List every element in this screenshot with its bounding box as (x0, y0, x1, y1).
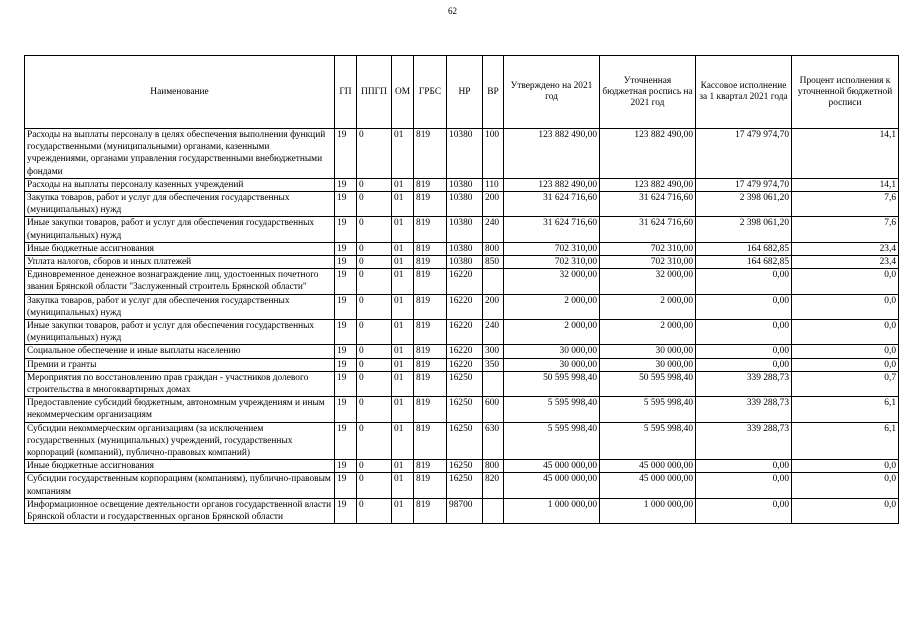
cell-ppgp: 0 (357, 320, 392, 345)
cell-revised: 31 624 716,60 (600, 192, 696, 217)
cell-grbs: 819 (414, 269, 447, 294)
cell-grbs: 819 (414, 371, 447, 396)
cell-cash: 339 288,73 (696, 422, 792, 460)
cell-gp: 19 (335, 397, 357, 422)
table-row (25, 473, 899, 498)
cell-vr: 200 (483, 294, 504, 319)
cell-gp: 19 (335, 345, 357, 358)
budget-execution-table (24, 55, 899, 524)
cell-om: 01 (392, 217, 414, 242)
cell-grbs: 819 (414, 498, 447, 523)
cell-cash: 0,00 (696, 473, 792, 498)
table-header (25, 56, 899, 129)
header-grbs: ГРБС (414, 56, 447, 129)
cell-approved: 1 000 000,00 (504, 498, 600, 523)
cell-approved: 31 624 716,60 (504, 192, 600, 217)
cell-revised: 30 000,00 (600, 358, 696, 371)
table-row (25, 358, 899, 371)
cell-ppgp: 0 (357, 422, 392, 460)
cell-percent: 7,6 (792, 217, 899, 242)
cell-gp: 19 (335, 358, 357, 371)
cell-cash: 0,00 (696, 358, 792, 371)
cell-name: Расходы на выплаты персоналу в целях обеспечения выполнения функций государственными (муниципальными) органами, казенными учреждениями, органами управления государственными внебюджетными фондами (25, 129, 335, 179)
cell-name: Закупка товаров, работ и услуг для обеспечения государственных (муниципальных) нужд (25, 294, 335, 319)
cell-vr: 110 (483, 178, 504, 191)
cell-name: Мероприятия по восстановлению прав граждан - участников долевого строительства в многоквартирных домах (25, 371, 335, 396)
cell-percent: 0,0 (792, 345, 899, 358)
cell-vr (483, 371, 504, 396)
cell-om: 01 (392, 498, 414, 523)
cell-gp: 19 (335, 256, 357, 269)
cell-ppgp: 0 (357, 217, 392, 242)
cell-cash: 17 479 974,70 (696, 178, 792, 191)
cell-name: Информационное освещение деятельности органов государственной власти Брянской области и государственных органов Брянской области (25, 498, 335, 523)
cell-vr (483, 498, 504, 523)
header-vr: ВР (483, 56, 504, 129)
cell-nr: 10380 (447, 192, 483, 217)
table-row (25, 129, 899, 179)
cell-nr: 16250 (447, 371, 483, 396)
cell-ppgp: 0 (357, 460, 392, 473)
cell-percent: 14,1 (792, 178, 899, 191)
cell-revised: 31 624 716,60 (600, 217, 696, 242)
cell-ppgp: 0 (357, 473, 392, 498)
cell-ppgp: 0 (357, 397, 392, 422)
header-percent: Процент исполнения к уточненной бюджетной росписи (792, 56, 899, 129)
cell-approved: 45 000 000,00 (504, 460, 600, 473)
cell-gp: 19 (335, 242, 357, 255)
cell-vr (483, 269, 504, 294)
cell-ppgp: 0 (357, 129, 392, 179)
cell-vr: 800 (483, 460, 504, 473)
cell-ppgp: 0 (357, 371, 392, 396)
table-row (25, 256, 899, 269)
cell-nr: 10380 (447, 178, 483, 191)
table-row (25, 460, 899, 473)
table-row (25, 320, 899, 345)
header-ppgp: ППГП (357, 56, 392, 129)
cell-ppgp: 0 (357, 192, 392, 217)
cell-nr: 16250 (447, 460, 483, 473)
cell-cash: 339 288,73 (696, 397, 792, 422)
cell-nr: 16220 (447, 294, 483, 319)
cell-percent: 0,0 (792, 269, 899, 294)
cell-name: Субсидии государственным корпорациям (компаниям), публично-правовым компаниям (25, 473, 335, 498)
cell-vr: 100 (483, 129, 504, 179)
cell-nr: 10380 (447, 256, 483, 269)
cell-revised: 5 595 998,40 (600, 397, 696, 422)
cell-om: 01 (392, 242, 414, 255)
cell-name: Единовременное денежное вознаграждение лиц, удостоенных почетного звания Брянской области "Заслуженный строитель Брянской области" (25, 269, 335, 294)
cell-name: Субсидии некоммерческим организациям (за исключением государственных (муниципальных) учреждений, государственных корпораций (компаний), публично-правовых компаний) (25, 422, 335, 460)
cell-gp: 19 (335, 498, 357, 523)
cell-om: 01 (392, 460, 414, 473)
cell-om: 01 (392, 473, 414, 498)
cell-nr: 10380 (447, 129, 483, 179)
cell-percent: 23,4 (792, 242, 899, 255)
cell-grbs: 819 (414, 178, 447, 191)
header-cash: Кассовое исполнение за 1 квартал 2021 года (696, 56, 792, 129)
cell-ppgp: 0 (357, 269, 392, 294)
table-row (25, 192, 899, 217)
cell-grbs: 819 (414, 294, 447, 319)
cell-approved: 5 595 998,40 (504, 397, 600, 422)
cell-nr: 98700 (447, 498, 483, 523)
cell-revised: 32 000,00 (600, 269, 696, 294)
cell-grbs: 819 (414, 217, 447, 242)
cell-nr: 16220 (447, 320, 483, 345)
table-row (25, 498, 899, 523)
cell-gp: 19 (335, 178, 357, 191)
cell-percent: 0,0 (792, 294, 899, 319)
cell-cash: 0,00 (696, 294, 792, 319)
cell-ppgp: 0 (357, 256, 392, 269)
page-number: 62 (448, 6, 457, 16)
table-row (25, 422, 899, 460)
cell-grbs: 819 (414, 460, 447, 473)
cell-revised: 45 000 000,00 (600, 460, 696, 473)
header-approved: Утверждено на 2021 год (504, 56, 600, 129)
cell-percent: 0,0 (792, 473, 899, 498)
cell-percent: 6,1 (792, 422, 899, 460)
cell-grbs: 819 (414, 242, 447, 255)
cell-vr: 200 (483, 192, 504, 217)
cell-name: Расходы на выплаты персоналу казенных учреждений (25, 178, 335, 191)
cell-percent: 14,1 (792, 129, 899, 179)
cell-om: 01 (392, 256, 414, 269)
cell-om: 01 (392, 269, 414, 294)
cell-cash: 0,00 (696, 460, 792, 473)
cell-approved: 702 310,00 (504, 256, 600, 269)
cell-name: Иные закупки товаров, работ и услуг для обеспечения государственных (муниципальных) нужд (25, 217, 335, 242)
cell-cash: 339 288,73 (696, 371, 792, 396)
cell-vr: 630 (483, 422, 504, 460)
cell-nr: 16220 (447, 345, 483, 358)
cell-approved: 32 000,00 (504, 269, 600, 294)
table-row (25, 345, 899, 358)
cell-om: 01 (392, 129, 414, 179)
cell-revised: 702 310,00 (600, 256, 696, 269)
cell-name: Уплата налогов, сборов и иных платежей (25, 256, 335, 269)
header-revised: Уточненная бюджетная роспись на 2021 год (600, 56, 696, 129)
cell-approved: 123 882 490,00 (504, 178, 600, 191)
cell-ppgp: 0 (357, 294, 392, 319)
cell-revised: 123 882 490,00 (600, 129, 696, 179)
cell-om: 01 (392, 178, 414, 191)
cell-vr: 800 (483, 242, 504, 255)
cell-name: Иные закупки товаров, работ и услуг для обеспечения государственных (муниципальных) нужд (25, 320, 335, 345)
cell-revised: 123 882 490,00 (600, 178, 696, 191)
cell-gp: 19 (335, 192, 357, 217)
cell-approved: 2 000,00 (504, 320, 600, 345)
cell-cash: 0,00 (696, 345, 792, 358)
cell-approved: 2 000,00 (504, 294, 600, 319)
cell-name: Социальное обеспечение и иные выплаты населению (25, 345, 335, 358)
cell-gp: 19 (335, 294, 357, 319)
cell-ppgp: 0 (357, 345, 392, 358)
cell-grbs: 819 (414, 345, 447, 358)
cell-vr: 600 (483, 397, 504, 422)
cell-ppgp: 0 (357, 358, 392, 371)
cell-nr: 16250 (447, 397, 483, 422)
cell-gp: 19 (335, 473, 357, 498)
cell-om: 01 (392, 358, 414, 371)
cell-nr: 10380 (447, 217, 483, 242)
cell-nr: 16220 (447, 358, 483, 371)
cell-cash: 0,00 (696, 269, 792, 294)
cell-grbs: 819 (414, 129, 447, 179)
cell-vr: 300 (483, 345, 504, 358)
cell-vr: 240 (483, 320, 504, 345)
cell-approved: 702 310,00 (504, 242, 600, 255)
cell-grbs: 819 (414, 422, 447, 460)
header-om: ОМ (392, 56, 414, 129)
cell-vr: 350 (483, 358, 504, 371)
cell-revised: 2 000,00 (600, 320, 696, 345)
table-row (25, 178, 899, 191)
cell-cash: 2 398 061,20 (696, 217, 792, 242)
cell-gp: 19 (335, 217, 357, 242)
cell-ppgp: 0 (357, 498, 392, 523)
cell-gp: 19 (335, 269, 357, 294)
cell-approved: 45 000 000,00 (504, 473, 600, 498)
cell-om: 01 (392, 371, 414, 396)
cell-approved: 50 595 998,40 (504, 371, 600, 396)
cell-revised: 45 000 000,00 (600, 473, 696, 498)
table-row (25, 371, 899, 396)
cell-name: Закупка товаров, работ и услуг для обеспечения государственных (муниципальных) нужд (25, 192, 335, 217)
cell-percent: 0,0 (792, 460, 899, 473)
cell-nr: 16220 (447, 269, 483, 294)
cell-revised: 5 595 998,40 (600, 422, 696, 460)
cell-percent: 6,1 (792, 397, 899, 422)
cell-cash: 0,00 (696, 320, 792, 345)
cell-vr: 820 (483, 473, 504, 498)
cell-revised: 2 000,00 (600, 294, 696, 319)
cell-om: 01 (392, 345, 414, 358)
cell-approved: 30 000,00 (504, 345, 600, 358)
cell-gp: 19 (335, 422, 357, 460)
cell-cash: 0,00 (696, 498, 792, 523)
cell-percent: 0,0 (792, 358, 899, 371)
cell-percent: 7,6 (792, 192, 899, 217)
cell-cash: 164 682,85 (696, 242, 792, 255)
cell-grbs: 819 (414, 320, 447, 345)
cell-name: Премии и гранты (25, 358, 335, 371)
cell-name: Иные бюджетные ассигнования (25, 460, 335, 473)
cell-nr: 16250 (447, 422, 483, 460)
cell-vr: 850 (483, 256, 504, 269)
cell-approved: 30 000,00 (504, 358, 600, 371)
header-name: Наименование (25, 56, 335, 129)
cell-om: 01 (392, 397, 414, 422)
table-row (25, 242, 899, 255)
cell-om: 01 (392, 294, 414, 319)
header-nr: НР (447, 56, 483, 129)
cell-approved: 31 624 716,60 (504, 217, 600, 242)
cell-gp: 19 (335, 129, 357, 179)
cell-om: 01 (392, 320, 414, 345)
cell-revised: 1 000 000,00 (600, 498, 696, 523)
cell-name: Предоставление субсидий бюджетным, автономным учреждениям и иным некоммерческим организациям (25, 397, 335, 422)
table-row (25, 217, 899, 242)
cell-percent: 0,0 (792, 320, 899, 345)
table-row (25, 269, 899, 294)
table-body (25, 129, 899, 524)
header-gp: ГП (335, 56, 357, 129)
cell-gp: 19 (335, 371, 357, 396)
cell-grbs: 819 (414, 358, 447, 371)
cell-gp: 19 (335, 320, 357, 345)
cell-cash: 164 682,85 (696, 256, 792, 269)
cell-approved: 123 882 490,00 (504, 129, 600, 179)
cell-grbs: 819 (414, 397, 447, 422)
cell-grbs: 819 (414, 473, 447, 498)
cell-grbs: 819 (414, 192, 447, 217)
cell-revised: 702 310,00 (600, 242, 696, 255)
cell-nr: 16250 (447, 473, 483, 498)
cell-om: 01 (392, 422, 414, 460)
cell-grbs: 819 (414, 256, 447, 269)
table-row (25, 294, 899, 319)
cell-cash: 17 479 974,70 (696, 129, 792, 179)
cell-revised: 30 000,00 (600, 345, 696, 358)
cell-revised: 50 595 998,40 (600, 371, 696, 396)
table-row (25, 397, 899, 422)
cell-nr: 10380 (447, 242, 483, 255)
cell-gp: 19 (335, 460, 357, 473)
cell-ppgp: 0 (357, 178, 392, 191)
cell-percent: 23,4 (792, 256, 899, 269)
cell-approved: 5 595 998,40 (504, 422, 600, 460)
cell-vr: 240 (483, 217, 504, 242)
cell-cash: 2 398 061,20 (696, 192, 792, 217)
cell-ppgp: 0 (357, 242, 392, 255)
cell-percent: 0,0 (792, 498, 899, 523)
cell-name: Иные бюджетные ассигнования (25, 242, 335, 255)
cell-percent: 0,7 (792, 371, 899, 396)
cell-om: 01 (392, 192, 414, 217)
